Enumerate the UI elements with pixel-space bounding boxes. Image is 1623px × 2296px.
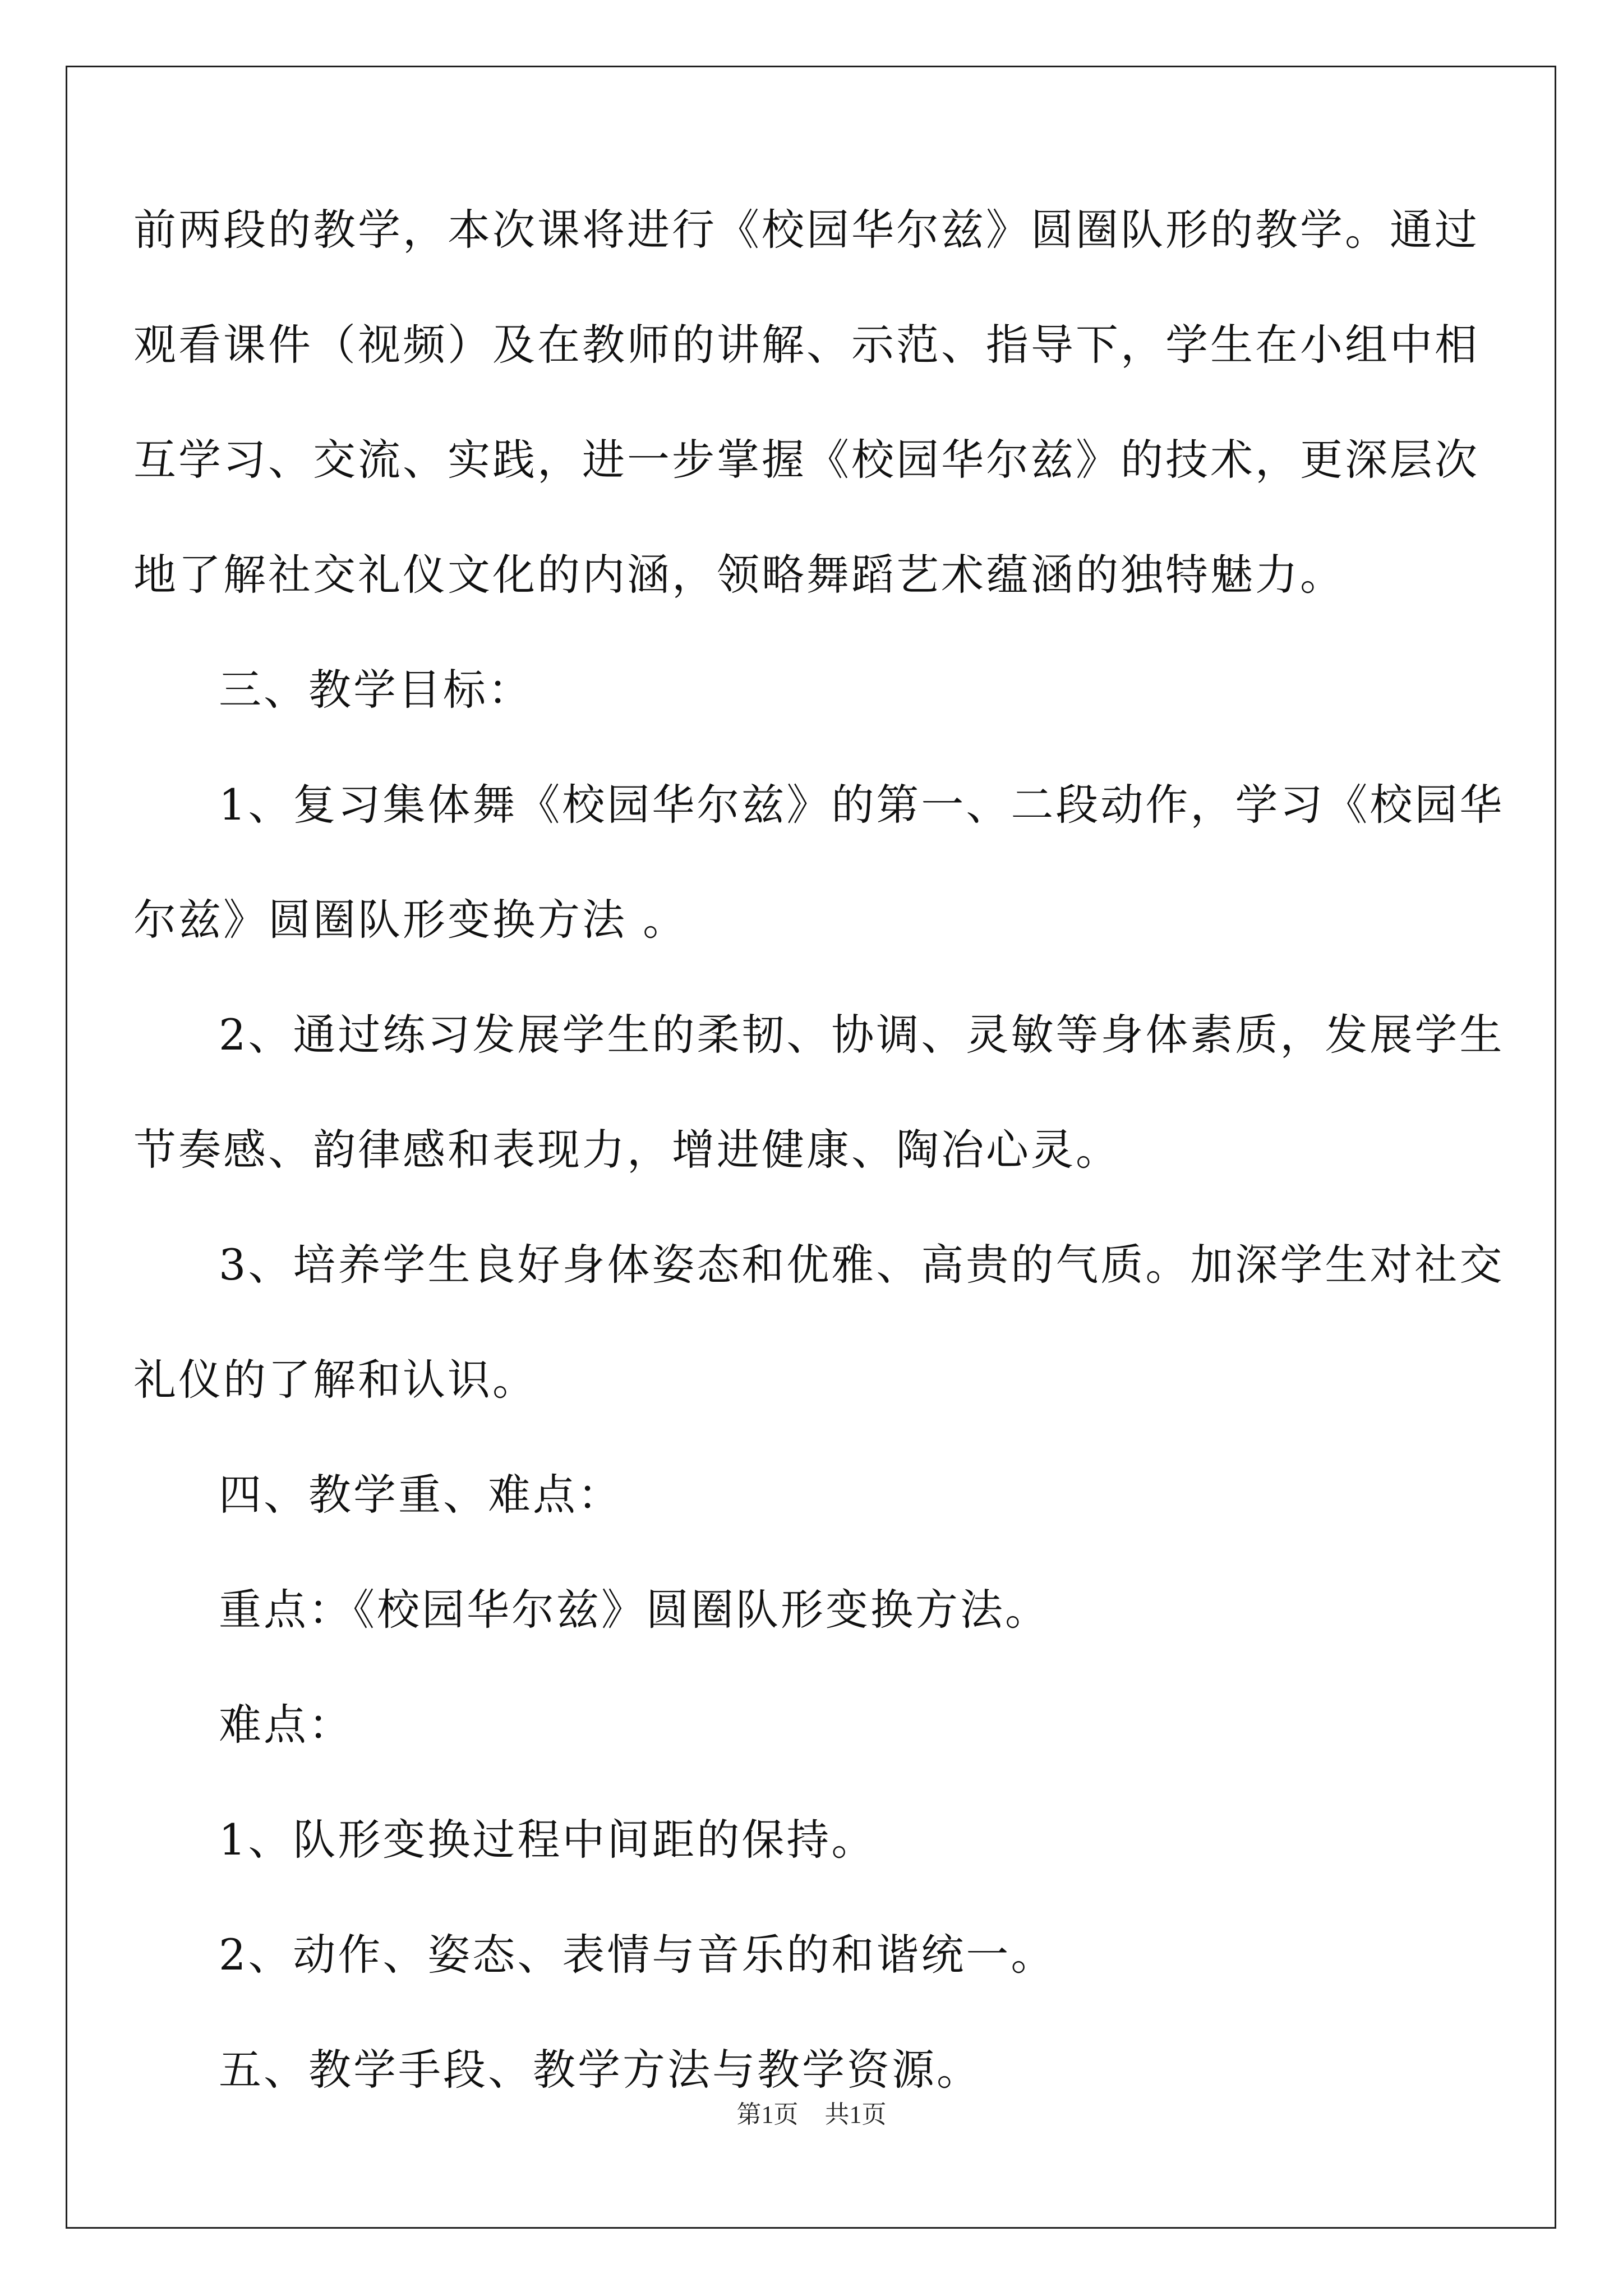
page-number: 第1页	[736, 2101, 799, 2128]
body-line: 节奏感、韵律感和表现力，增进健康、陶冶心灵。	[133, 1125, 1121, 1175]
section-heading: 四、教学重、难点：	[219, 1470, 623, 1520]
body-line: 礼仪的了解和认识。	[133, 1355, 537, 1405]
page-total: 共1页	[824, 2101, 887, 2128]
body-line: 3、培养学生良好身体姿态和优雅、高贵的气质。加深学生对社交	[219, 1240, 1505, 1290]
body-line: 难点：	[219, 1700, 353, 1750]
body-line: 观看课件（视频）及在教师的讲解、示范、指导下，学生在小组中相	[133, 320, 1479, 370]
body-line: 2、动作、姿态、表情与音乐的和谐统一。	[219, 1930, 1056, 1980]
body-line: 互学习、交流、实践，进一步掌握《校园华尔兹》的技术，更深层次	[133, 435, 1479, 485]
body-line: 2、通过练习发展学生的柔韧、协调、灵敏等身体素质，发展学生	[219, 1010, 1505, 1060]
body-line: 尔兹》圆圈队形变换方法 。	[133, 895, 688, 945]
section-heading: 五、教学手段、教学方法与教学资源。	[219, 2045, 981, 2095]
body-line: 1、复习集体舞《校园华尔兹》的第一、二段动作，学习《校园华	[219, 780, 1505, 830]
section-heading: 三、教学目标：	[219, 665, 533, 715]
body-line: 地了解社交礼仪文化的内涵，领略舞蹈艺术蕴涵的独特魅力。	[133, 550, 1345, 600]
body-line: 重点：《校园华尔兹》圆圈队形变换方法。	[219, 1585, 1050, 1635]
body-line: 前两段的教学，本次课将进行《校园华尔兹》圆圈队形的教学。通过	[133, 205, 1479, 255]
body-line: 1、队形变换过程中间距的保持。	[219, 1815, 877, 1865]
page-footer	[0, 2098, 1623, 2132]
